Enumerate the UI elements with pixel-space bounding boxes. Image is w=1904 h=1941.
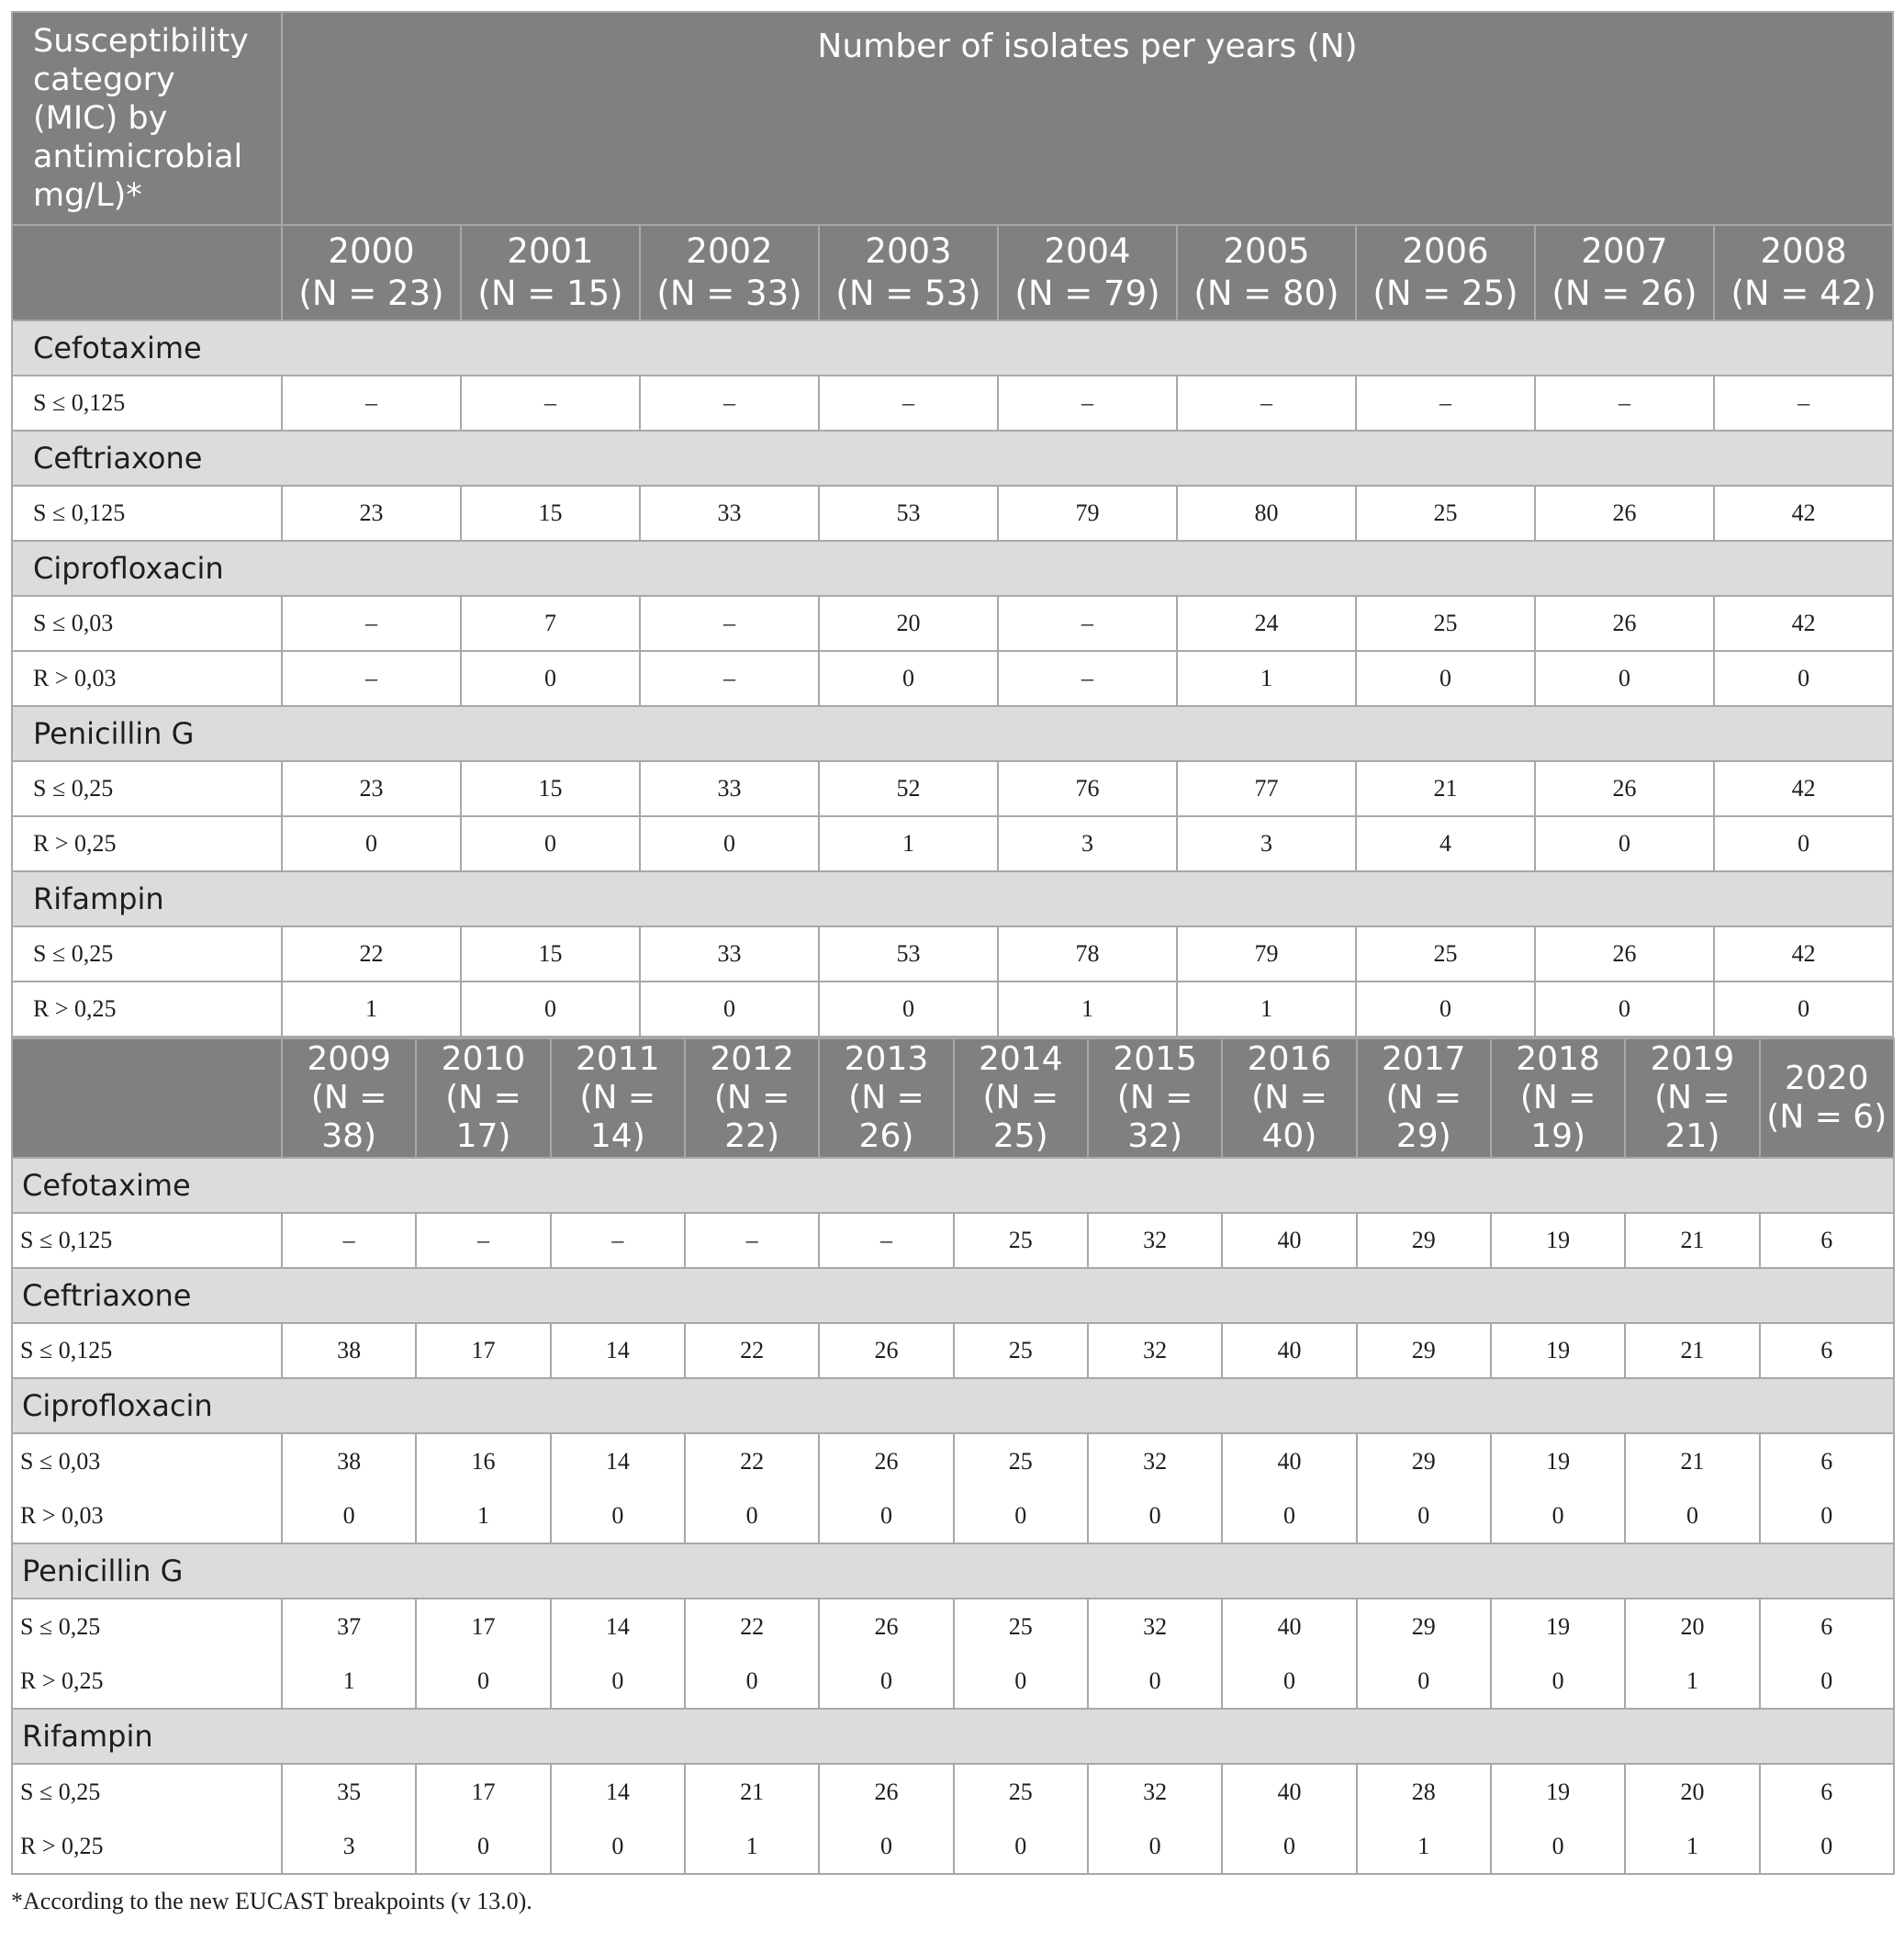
- table-cell: 38: [282, 1323, 416, 1378]
- section-row: [12, 1709, 1894, 1764]
- table-cell: 0: [416, 1819, 550, 1874]
- year-header-2007: [1535, 225, 1714, 320]
- table-cell: 26: [819, 1433, 953, 1488]
- table-cell: 0: [282, 816, 461, 871]
- table-cell: 0: [461, 816, 640, 871]
- table-cell: –: [1356, 376, 1535, 431]
- table-cell: 0: [685, 1654, 819, 1709]
- table-cell: 42: [1714, 486, 1893, 541]
- table-cell: 22: [685, 1433, 819, 1488]
- year-header-2001: [461, 225, 640, 320]
- year-count: (N = 79): [1014, 274, 1160, 313]
- table-cell: 14: [551, 1433, 685, 1488]
- year-header-2018: [1491, 1038, 1625, 1158]
- year-count: (N = 33): [656, 274, 802, 313]
- table-title: Number of isolates per years (N): [282, 12, 1893, 225]
- table-cell: 19: [1491, 1433, 1625, 1488]
- table-cell: 42: [1714, 596, 1893, 651]
- table-cell: –: [416, 1213, 550, 1268]
- table-cell: 38: [282, 1433, 416, 1488]
- year-count: (N = 80): [1193, 274, 1339, 313]
- table-cell: 25: [954, 1433, 1088, 1488]
- table-cell: 52: [819, 761, 998, 816]
- year-header-2020: [1760, 1038, 1894, 1158]
- year-count: (N = 23): [298, 274, 444, 313]
- year-count: (N = 25): [1372, 274, 1518, 313]
- year-label: 2016: [1247, 1040, 1332, 1078]
- table-cell: 16: [416, 1433, 550, 1488]
- table-cell: 20: [1625, 1764, 1759, 1819]
- table-cell: 17: [416, 1599, 550, 1654]
- table-cell: 0: [1088, 1488, 1222, 1543]
- table-cell: 26: [1535, 761, 1714, 816]
- antimicrobial-name: Cefotaxime: [12, 320, 1893, 376]
- section-row: [12, 320, 1893, 376]
- table-cell: 1: [1625, 1654, 1759, 1709]
- category-label: S ≤ 0,25: [12, 1599, 282, 1654]
- table-cell: 14: [551, 1764, 685, 1819]
- year-count: (N = 42): [1730, 274, 1876, 313]
- year-label: 2008: [1760, 231, 1847, 271]
- table-cell: 1: [1177, 651, 1356, 706]
- table-row: [12, 761, 1893, 816]
- table-cell: 26: [819, 1599, 953, 1654]
- table-cell: 6: [1760, 1213, 1894, 1268]
- table-cell: 25: [954, 1213, 1088, 1268]
- table-cell: 42: [1714, 761, 1893, 816]
- table-cell: –: [282, 651, 461, 706]
- table-cell: 3: [998, 816, 1177, 871]
- table-row: [12, 1654, 1894, 1709]
- table-cell: 0: [551, 1488, 685, 1543]
- antimicrobial-name: Ciprofloxacin: [12, 541, 1893, 596]
- table-cell: 0: [1491, 1654, 1625, 1709]
- table-cell: 0: [1625, 1488, 1759, 1543]
- table-row: [12, 1323, 1894, 1378]
- year-count: (N = 25): [982, 1079, 1059, 1155]
- antimicrobial-name: Ciprofloxacin: [12, 1378, 1894, 1433]
- year-count: (N = 15): [477, 274, 623, 313]
- category-label: S ≤ 0,125: [12, 1213, 282, 1268]
- empty-header-cell: [12, 1038, 282, 1158]
- table-cell: 22: [685, 1599, 819, 1654]
- table-cell: 0: [819, 651, 998, 706]
- table-cell: 1: [998, 982, 1177, 1037]
- table-row: [12, 1819, 1894, 1874]
- category-label: S ≤ 0,03: [12, 596, 282, 651]
- table-cell: 0: [1714, 982, 1893, 1037]
- table-cell: –: [282, 596, 461, 651]
- table-cell: 21: [685, 1764, 819, 1819]
- year-count: (N = 17): [445, 1079, 521, 1155]
- year-label: 2001: [507, 231, 594, 271]
- table-cell: 19: [1491, 1213, 1625, 1268]
- year-label: 2007: [1581, 231, 1668, 271]
- table-cell: 20: [1625, 1599, 1759, 1654]
- antimicrobial-name: Penicillin G: [12, 1543, 1894, 1599]
- table-cell: 0: [1222, 1819, 1356, 1874]
- table-cell: –: [461, 376, 640, 431]
- year-count: (N = 29): [1385, 1079, 1462, 1155]
- table-cell: 6: [1760, 1433, 1894, 1488]
- table-cell: 26: [819, 1764, 953, 1819]
- table-cell: 0: [954, 1488, 1088, 1543]
- table-cell: 6: [1760, 1764, 1894, 1819]
- table-cell: 0: [819, 1654, 953, 1709]
- table-cell: 3: [1177, 816, 1356, 871]
- year-count: (N = 21): [1654, 1079, 1730, 1155]
- year-label: 2020: [1784, 1060, 1869, 1097]
- antimicrobial-name: Rifampin: [12, 1709, 1894, 1764]
- table-cell: 0: [461, 982, 640, 1037]
- year-header-2017: [1357, 1038, 1491, 1158]
- year-label: 2006: [1402, 231, 1489, 271]
- table-cell: –: [1714, 376, 1893, 431]
- table-cell: 6: [1760, 1323, 1894, 1378]
- year-count: (N = 22): [713, 1079, 790, 1155]
- year-count: (N = 19): [1519, 1079, 1596, 1155]
- table-cell: 37: [282, 1599, 416, 1654]
- table-cell: 32: [1088, 1433, 1222, 1488]
- table-cell: 1: [282, 1654, 416, 1709]
- table-cell: 53: [819, 926, 998, 982]
- table-row: [12, 1599, 1894, 1654]
- table-cell: 0: [819, 982, 998, 1037]
- year-label: 2010: [441, 1040, 526, 1078]
- table-cell: –: [640, 651, 819, 706]
- table-cell: 0: [1491, 1488, 1625, 1543]
- table-cell: 26: [1535, 486, 1714, 541]
- section-row: [12, 1158, 1894, 1213]
- year-count: (N = 14): [579, 1079, 656, 1155]
- table-cell: –: [819, 376, 998, 431]
- table-cell: 79: [998, 486, 1177, 541]
- table-row: [12, 376, 1893, 431]
- year-count: (N = 53): [835, 274, 981, 313]
- antimicrobial-name: Penicillin G: [12, 706, 1893, 761]
- table-cell: 21: [1625, 1323, 1759, 1378]
- year-label: 2019: [1650, 1040, 1735, 1078]
- table-cell: 0: [954, 1819, 1088, 1874]
- table-cell: 0: [954, 1654, 1088, 1709]
- year-label: 2015: [1113, 1040, 1197, 1078]
- table-cell: 0: [416, 1654, 550, 1709]
- table-cell: 32: [1088, 1213, 1222, 1268]
- antimicrobial-name: Ceftriaxone: [12, 431, 1893, 486]
- table-row: [12, 1433, 1894, 1488]
- table-cell: 6: [1760, 1599, 1894, 1654]
- table-cell: 0: [282, 1488, 416, 1543]
- table-cell: 19: [1491, 1323, 1625, 1378]
- table-cell: –: [282, 376, 461, 431]
- table-cell: 23: [282, 486, 461, 541]
- table-cell: 29: [1357, 1433, 1491, 1488]
- category-label: S ≤ 0,125: [12, 376, 282, 431]
- table-cell: 0: [1714, 816, 1893, 871]
- table-cell: 7: [461, 596, 640, 651]
- category-label: R > 0,03: [12, 651, 282, 706]
- table-row: [12, 651, 1893, 706]
- section-row: [12, 1378, 1894, 1433]
- susceptibility-table-part1: [11, 11, 1894, 1038]
- table-cell: 15: [461, 926, 640, 982]
- table-cell: 29: [1357, 1599, 1491, 1654]
- table-cell: 32: [1088, 1599, 1222, 1654]
- table-row: [12, 1213, 1894, 1268]
- year-header-2015: [1088, 1038, 1222, 1158]
- table-cell: –: [551, 1213, 685, 1268]
- table-cell: 0: [1760, 1488, 1894, 1543]
- table-cell: 15: [461, 486, 640, 541]
- table-cell: –: [1177, 376, 1356, 431]
- table-cell: –: [998, 376, 1177, 431]
- section-row: [12, 431, 1893, 486]
- empty-header-cell: [12, 225, 282, 320]
- year-header-2014: [954, 1038, 1088, 1158]
- category-label: R > 0,25: [12, 982, 282, 1037]
- table-cell: 25: [1356, 596, 1535, 651]
- table-cell: 25: [1356, 926, 1535, 982]
- table-cell: 29: [1357, 1323, 1491, 1378]
- table-cell: –: [998, 651, 1177, 706]
- table-cell: 0: [551, 1819, 685, 1874]
- table-cell: 1: [416, 1488, 550, 1543]
- table-cell: 25: [1356, 486, 1535, 541]
- table-cell: 32: [1088, 1323, 1222, 1378]
- table-cell: 0: [640, 816, 819, 871]
- table-cell: –: [1535, 376, 1714, 431]
- table-cell: 0: [1356, 651, 1535, 706]
- year-label: 2018: [1516, 1040, 1600, 1078]
- year-count: (N = 26): [1551, 274, 1697, 313]
- table-cell: 76: [998, 761, 1177, 816]
- table-cell: 40: [1222, 1323, 1356, 1378]
- category-label: R > 0,25: [12, 1654, 282, 1709]
- table-cell: 42: [1714, 926, 1893, 982]
- table-row: [12, 596, 1893, 651]
- antimicrobial-name: Cefotaxime: [12, 1158, 1894, 1213]
- table-row: [12, 1764, 1894, 1819]
- table-cell: 4: [1356, 816, 1535, 871]
- table-cell: 20: [819, 596, 998, 651]
- year-label: 2013: [844, 1040, 929, 1078]
- antimicrobial-name: Ceftriaxone: [12, 1268, 1894, 1323]
- year-label: 2011: [576, 1040, 660, 1078]
- table-cell: 26: [1535, 926, 1714, 982]
- table-cell: 25: [954, 1599, 1088, 1654]
- table-cell: 1: [1357, 1819, 1491, 1874]
- table-row: [12, 982, 1893, 1037]
- table-cell: –: [282, 1213, 416, 1268]
- table-cell: 21: [1625, 1433, 1759, 1488]
- susceptibility-table-wrapper: [11, 11, 1893, 1915]
- category-label: S ≤ 0,03: [12, 1433, 282, 1488]
- year-header-2000: [282, 225, 461, 320]
- corner-header: Susceptibility category (MIC) by antimicrobial mg/L)*: [12, 12, 282, 225]
- category-label: S ≤ 0,125: [12, 1323, 282, 1378]
- table-cell: 3: [282, 1819, 416, 1874]
- year-header-2003: [819, 225, 998, 320]
- year-label: 2012: [710, 1040, 794, 1078]
- section-row: [12, 1543, 1894, 1599]
- table-cell: 1: [282, 982, 461, 1037]
- table-cell: –: [640, 376, 819, 431]
- table-cell: 0: [1760, 1654, 1894, 1709]
- year-header-2008: [1714, 225, 1893, 320]
- table-cell: 24: [1177, 596, 1356, 651]
- table-cell: –: [998, 596, 1177, 651]
- year-count: (N = 40): [1251, 1079, 1327, 1155]
- table-cell: 0: [819, 1488, 953, 1543]
- year-header-2009: [282, 1038, 416, 1158]
- susceptibility-table-part2: [11, 1038, 1895, 1875]
- category-label: S ≤ 0,25: [12, 926, 282, 982]
- table-cell: 0: [685, 1488, 819, 1543]
- table-cell: 26: [819, 1323, 953, 1378]
- table-cell: 32: [1088, 1764, 1222, 1819]
- table-cell: 0: [1760, 1819, 1894, 1874]
- year-count: (N = 26): [848, 1079, 924, 1155]
- table-cell: 19: [1491, 1599, 1625, 1654]
- category-label: R > 0,25: [12, 1819, 282, 1874]
- table-row: [12, 816, 1893, 871]
- table-cell: –: [819, 1213, 953, 1268]
- year-header-2011: [551, 1038, 685, 1158]
- table-cell: 53: [819, 486, 998, 541]
- table-cell: 17: [416, 1323, 550, 1378]
- table-cell: 0: [1088, 1654, 1222, 1709]
- table-cell: 78: [998, 926, 1177, 982]
- table-row: [12, 926, 1893, 982]
- table-cell: 79: [1177, 926, 1356, 982]
- table-cell: 0: [461, 651, 640, 706]
- table-cell: 0: [1356, 982, 1535, 1037]
- table-cell: 0: [1357, 1488, 1491, 1543]
- table-cell: 26: [1535, 596, 1714, 651]
- table-cell: 33: [640, 761, 819, 816]
- table-cell: 0: [551, 1654, 685, 1709]
- table-cell: 0: [1714, 651, 1893, 706]
- table-cell: 40: [1222, 1213, 1356, 1268]
- year-count: (N = 38): [310, 1079, 387, 1155]
- table-cell: 80: [1177, 486, 1356, 541]
- year-header-2004: [998, 225, 1177, 320]
- table-cell: 22: [685, 1323, 819, 1378]
- table-cell: 0: [640, 982, 819, 1037]
- table-row: [12, 1488, 1894, 1543]
- section-row: [12, 871, 1893, 926]
- section-row: [12, 541, 1893, 596]
- table-cell: 0: [1088, 1819, 1222, 1874]
- table-cell: 0: [1535, 816, 1714, 871]
- table-cell: 40: [1222, 1433, 1356, 1488]
- year-count: (N = 32): [1116, 1079, 1193, 1155]
- category-label: S ≤ 0,25: [12, 761, 282, 816]
- table-cell: 33: [640, 926, 819, 982]
- table-cell: 19: [1491, 1764, 1625, 1819]
- year-header-2005: [1177, 225, 1356, 320]
- table-cell: 25: [954, 1764, 1088, 1819]
- table-row: [12, 486, 1893, 541]
- year-label: 2000: [328, 231, 415, 271]
- year-header-2006: [1356, 225, 1535, 320]
- category-label: S ≤ 0,125: [12, 486, 282, 541]
- table-cell: 28: [1357, 1764, 1491, 1819]
- category-label: R > 0,03: [12, 1488, 282, 1543]
- table-cell: 0: [1222, 1654, 1356, 1709]
- table-cell: 17: [416, 1764, 550, 1819]
- table-cell: 1: [819, 816, 998, 871]
- table-cell: 21: [1356, 761, 1535, 816]
- table-cell: 0: [1535, 651, 1714, 706]
- table-cell: 22: [282, 926, 461, 982]
- category-label: S ≤ 0,25: [12, 1764, 282, 1819]
- year-label: 2009: [307, 1040, 391, 1078]
- table-cell: 23: [282, 761, 461, 816]
- year-header-2019: [1625, 1038, 1759, 1158]
- table-cell: 1: [685, 1819, 819, 1874]
- table-cell: 14: [551, 1323, 685, 1378]
- table-cell: 25: [954, 1323, 1088, 1378]
- table-cell: –: [685, 1213, 819, 1268]
- footnote: *According to the new EUCAST breakpoints (v 13.0).: [11, 1888, 532, 1914]
- table-cell: 0: [1535, 982, 1714, 1037]
- year-label: 2003: [865, 231, 952, 271]
- table-cell: –: [640, 596, 819, 651]
- year-header-2013: [819, 1038, 953, 1158]
- table-cell: 40: [1222, 1599, 1356, 1654]
- year-label: 2002: [686, 231, 773, 271]
- year-header-2010: [416, 1038, 550, 1158]
- table-cell: 29: [1357, 1213, 1491, 1268]
- table-cell: 15: [461, 761, 640, 816]
- table-cell: 0: [1357, 1654, 1491, 1709]
- table-cell: 14: [551, 1599, 685, 1654]
- table-cell: 1: [1177, 982, 1356, 1037]
- year-label: 2004: [1044, 231, 1131, 271]
- year-header-2016: [1222, 1038, 1356, 1158]
- year-label: 2017: [1381, 1040, 1466, 1078]
- table-cell: 77: [1177, 761, 1356, 816]
- table-cell: 0: [1491, 1819, 1625, 1874]
- table-cell: 1: [1625, 1819, 1759, 1874]
- category-label: R > 0,25: [12, 816, 282, 871]
- year-label: 2005: [1223, 231, 1310, 271]
- table-cell: 35: [282, 1764, 416, 1819]
- table-cell: 0: [1222, 1488, 1356, 1543]
- year-label: 2014: [978, 1040, 1063, 1078]
- section-row: [12, 706, 1893, 761]
- year-header-2012: [685, 1038, 819, 1158]
- table-cell: 33: [640, 486, 819, 541]
- table-cell: 0: [819, 1819, 953, 1874]
- year-header-2002: [640, 225, 819, 320]
- section-row: [12, 1268, 1894, 1323]
- table-cell: 40: [1222, 1764, 1356, 1819]
- year-count: (N = 6): [1766, 1098, 1887, 1136]
- table-cell: 21: [1625, 1213, 1759, 1268]
- antimicrobial-name: Rifampin: [12, 871, 1893, 926]
